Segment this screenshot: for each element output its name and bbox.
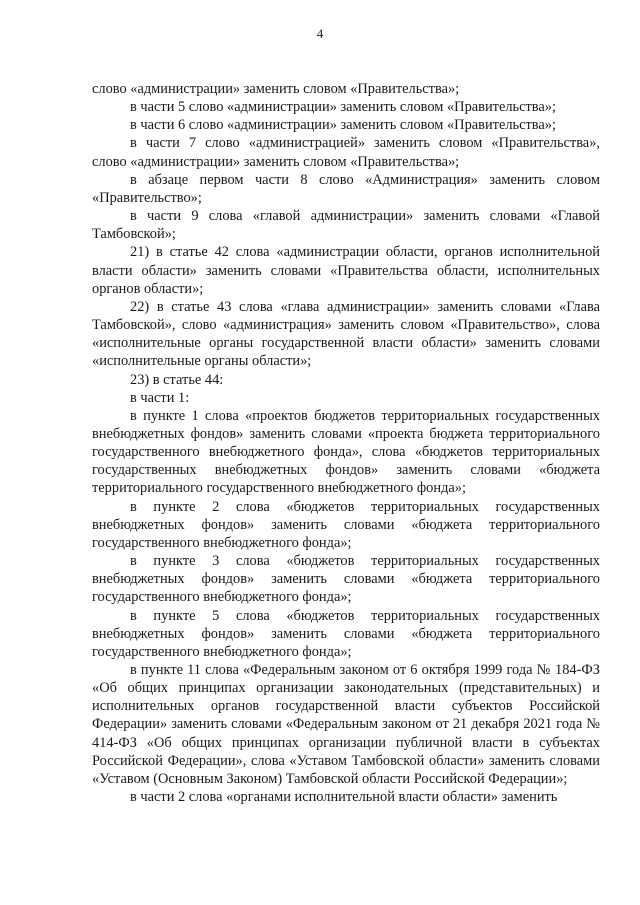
paragraph-7: 21) в статье 42 слова «администрации области, органов исполнительной власти области» заменить словами «Правительства области, исполнительных органов области»; xyxy=(92,244,600,297)
paragraph-15: в пункте 11 слова «Федеральным законом от 6 октября 1999 года № 184-ФЗ «Об общих принципах организации законодательных (представительных) и исполнительных органов государственной власти субъектов Российской Федерации» заменить словами «Федеральным законом от 21 декабря 2021 года № 414-ФЗ «Об общих принципах организации публичной власти в субъектах Российской Федерации», слова «Уставом Тамбовской области» заменить словами «Уставом (Основным Законом) Тамбовской области Российской Федерации»; xyxy=(92,662,600,787)
document-body xyxy=(92,80,600,806)
paragraph-13: в пункте 3 слова «бюджетов территориальных государственных внебюджетных фондов» заменить словами «бюджета территориального государственного внебюджетного фонда»; xyxy=(92,553,600,606)
paragraph-5: в абзаце первом части 8 слово «Администрация» заменить словом «Правительство»; xyxy=(92,171,600,206)
paragraph-9: 23) в статье 44: xyxy=(130,371,224,388)
paragraph-6: в части 9 слова «главой администрации» заменить словами «Главой Тамбовской»; xyxy=(92,208,600,243)
paragraph-16: в части 2 слова «органами исполнительной власти области» заменить xyxy=(130,789,558,806)
paragraph-8: 22) в статье 43 слова «глава администрации» заменить словами «Глава Тамбовской», слово «администрация» заменить словом «Правительство», слова «исполнительные органы государственной власти области» заменить словами «исполнительные органы области»; xyxy=(92,298,600,370)
paragraph-1: слово «администрации» заменить словом «Правительства»; xyxy=(92,81,460,97)
paragraph-4: в части 7 слово «администрацией» заменить словом «Правительства», слово «администрации» заменить словом «Правительства»; xyxy=(92,135,600,170)
paragraph-11: в пункте 1 слова «проектов бюджетов территориальных государственных внебюджетных фондов» заменить словами «проекта бюджета территориального государственного внебюджетного фонда», слова «бюджетов территориальных государственных внебюджетных фондов» заменить словами «бюджета территориального государственного внебюджетного фонда»; xyxy=(92,407,600,497)
paragraph-14: в пункте 5 слова «бюджетов территориальных государственных внебюджетных фондов» заменить словами «бюджета территориального государственного внебюджетного фонда»; xyxy=(92,607,600,660)
paragraph-12: в пункте 2 слова «бюджетов территориальных государственных внебюджетных фондов» заменить словами «бюджета территориального государственного внебюджетного фонда»; xyxy=(92,498,600,551)
paragraph-3: в части 6 слово «администрации» заменить словом «Правительства»; xyxy=(130,117,556,134)
paragraph-10: в части 1: xyxy=(130,389,190,406)
paragraph-2: в части 5 слово «администрации» заменить словом «Правительства»; xyxy=(130,99,556,116)
page-number: 4 xyxy=(316,26,324,41)
